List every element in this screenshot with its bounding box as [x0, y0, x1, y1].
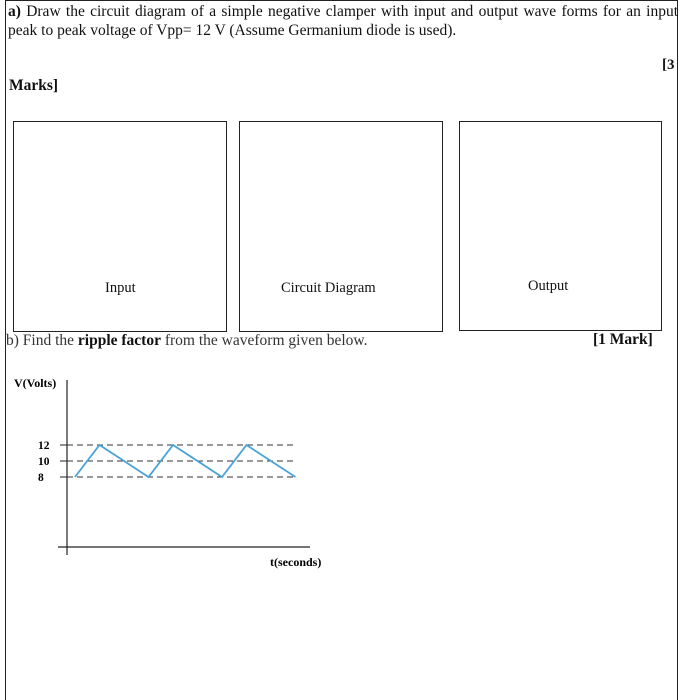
page-frame — [5, 0, 678, 700]
circuit-diagram-box-label: Circuit Diagram — [281, 280, 376, 296]
input-box[interactable] — [13, 121, 227, 332]
y-tick-label-10: 10 — [38, 456, 50, 468]
circuit-diagram-box[interactable] — [239, 121, 443, 332]
question-b-suffix: from the waveform given below. — [164, 332, 368, 349]
question-a-marks-open: [3 — [662, 57, 675, 73]
question-b — [6, 331, 367, 350]
input-box-label: Input — [105, 280, 136, 296]
ripple-waveform-chart — [0, 370, 340, 585]
question-a-marks-close: Marks] — [9, 77, 59, 94]
question-b-bold: ripple factor — [77, 332, 161, 349]
y-axis-label: V(Volts) — [14, 376, 57, 390]
question-b-lead: b) Find the — [6, 332, 75, 349]
output-box-label: Output — [528, 278, 569, 294]
y-tick-label-8: 8 — [38, 472, 44, 484]
question-b-marks: [1 Mark] — [593, 331, 653, 348]
y-tick-label-12: 12 — [38, 440, 50, 452]
question-a-prefix: a) — [8, 3, 21, 20]
output-box[interactable] — [459, 121, 662, 331]
question-a — [8, 2, 678, 40]
x-axis-label: t(seconds) — [270, 555, 322, 569]
page-top-border — [5, 0, 678, 1]
question-a-text: Draw the circuit diagram of a simple negative clamper with input and output wave forms for an input peak to peak voltage of Vpp= 12 V (Assume Germanium diode is used). — [8, 3, 678, 39]
